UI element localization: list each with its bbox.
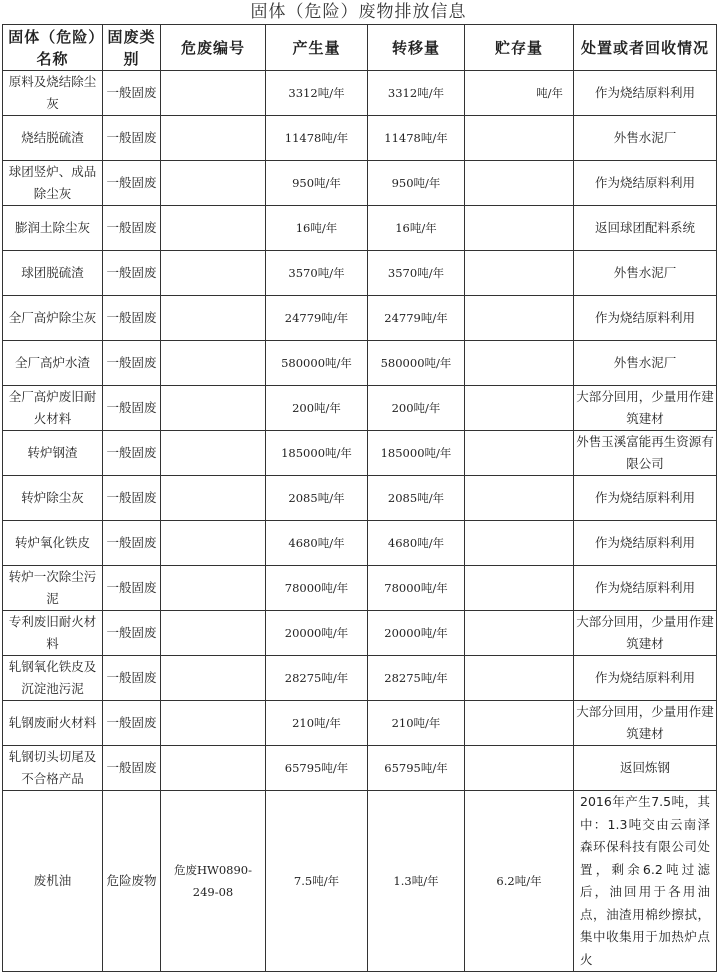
cell-produced: 210吨/年 bbox=[266, 701, 368, 746]
table-row bbox=[3, 431, 717, 476]
cell-category: 一般固废 bbox=[103, 161, 161, 206]
cell-stored bbox=[465, 116, 574, 161]
cell-category: 一般固废 bbox=[103, 206, 161, 251]
cell-name: 全厂高炉除尘灰 bbox=[3, 296, 103, 341]
cell-disposal: 大部分回用，少量用作建筑建材 bbox=[574, 386, 717, 431]
cell-name: 全厂高炉废旧耐火材料 bbox=[3, 386, 103, 431]
cell-code bbox=[161, 701, 266, 746]
header-row bbox=[3, 25, 717, 71]
cell-category: 一般固废 bbox=[103, 611, 161, 656]
cell-name: 转炉除尘灰 bbox=[3, 476, 103, 521]
cell-name: 轧钢切头切尾及不合格产品 bbox=[3, 746, 103, 791]
table-row bbox=[3, 341, 717, 386]
cell-category: 一般固废 bbox=[103, 71, 161, 116]
cell-name: 转炉氧化铁皮 bbox=[3, 521, 103, 566]
cell-stored bbox=[465, 566, 574, 611]
cell-transferred: 185000吨/年 bbox=[368, 431, 465, 476]
header-name: 固体（危险）名称 bbox=[3, 25, 103, 71]
cell-name: 转炉钢渣 bbox=[3, 431, 103, 476]
cell-category: 一般固废 bbox=[103, 296, 161, 341]
table-row bbox=[3, 71, 717, 116]
cell-produced: 78000吨/年 bbox=[266, 566, 368, 611]
table-row bbox=[3, 521, 717, 566]
cell-transferred: 2085吨/年 bbox=[368, 476, 465, 521]
cell-code: 危废HW0890-249-08 bbox=[161, 791, 266, 972]
cell-disposal: 大部分回用，少量用作建筑建材 bbox=[574, 611, 717, 656]
cell-name: 废机油 bbox=[3, 791, 103, 972]
cell-code bbox=[161, 161, 266, 206]
cell-produced: 3570吨/年 bbox=[266, 251, 368, 296]
page-title: 固体（危险）废物排放信息 bbox=[250, 2, 467, 22]
cell-name: 转炉一次除尘污泥 bbox=[3, 566, 103, 611]
table-row bbox=[3, 206, 717, 251]
cell-category: 一般固废 bbox=[103, 341, 161, 386]
cell-disposal: 作为烧结原料利用 bbox=[574, 656, 717, 701]
cell-stored bbox=[465, 161, 574, 206]
cell-code bbox=[161, 521, 266, 566]
cell-produced: 20000吨/年 bbox=[266, 611, 368, 656]
cell-produced: 580000吨/年 bbox=[266, 341, 368, 386]
cell-stored bbox=[465, 476, 574, 521]
cell-code bbox=[161, 71, 266, 116]
cell-produced: 950吨/年 bbox=[266, 161, 368, 206]
cell-category: 危险废物 bbox=[103, 791, 161, 972]
table-row bbox=[3, 161, 717, 206]
cell-name: 原料及烧结除尘灰 bbox=[3, 71, 103, 116]
cell-category: 一般固废 bbox=[103, 431, 161, 476]
cell-produced: 7.5吨/年 bbox=[266, 791, 368, 972]
cell-transferred: 4680吨/年 bbox=[368, 521, 465, 566]
header-disposal: 处置或者回收情况 bbox=[574, 25, 717, 71]
cell-transferred: 950吨/年 bbox=[368, 161, 465, 206]
cell-disposal: 2016年产生7.5吨，其中：1.3吨交由云南泽森环保科技有限公司处置，剩余6.2吨过滤后，油回用于各用油点，油渣用棉纱擦拭，集中收集用于加热炉点火 bbox=[574, 791, 717, 972]
cell-code bbox=[161, 206, 266, 251]
cell-transferred: 580000吨/年 bbox=[368, 341, 465, 386]
cell-category: 一般固废 bbox=[103, 566, 161, 611]
cell-produced: 65795吨/年 bbox=[266, 746, 368, 791]
cell-disposal: 外售水泥厂 bbox=[574, 116, 717, 161]
cell-code bbox=[161, 251, 266, 296]
table-row bbox=[3, 566, 717, 611]
cell-disposal: 返回炼钢 bbox=[574, 746, 717, 791]
cell-code bbox=[161, 611, 266, 656]
cell-stored: 吨/年 bbox=[465, 71, 574, 116]
cell-category: 一般固废 bbox=[103, 251, 161, 296]
cell-disposal: 大部分回用，少量用作建筑建材 bbox=[574, 701, 717, 746]
cell-stored bbox=[465, 386, 574, 431]
cell-produced: 200吨/年 bbox=[266, 386, 368, 431]
cell-produced: 2085吨/年 bbox=[266, 476, 368, 521]
cell-code bbox=[161, 431, 266, 476]
cell-produced: 185000吨/年 bbox=[266, 431, 368, 476]
cell-category: 一般固废 bbox=[103, 116, 161, 161]
cell-transferred: 24779吨/年 bbox=[368, 296, 465, 341]
table-row bbox=[3, 296, 717, 341]
cell-stored bbox=[465, 296, 574, 341]
cell-stored bbox=[465, 701, 574, 746]
cell-code bbox=[161, 296, 266, 341]
cell-stored bbox=[465, 206, 574, 251]
waste-table bbox=[2, 24, 717, 972]
cell-stored bbox=[465, 611, 574, 656]
cell-transferred: 3570吨/年 bbox=[368, 251, 465, 296]
cell-disposal: 返回球团配料系统 bbox=[574, 206, 717, 251]
header-transferred: 转移量 bbox=[368, 25, 465, 71]
header-stored: 贮存量 bbox=[465, 25, 574, 71]
cell-code bbox=[161, 746, 266, 791]
cell-produced: 4680吨/年 bbox=[266, 521, 368, 566]
table-row bbox=[3, 476, 717, 521]
cell-disposal: 作为烧结原料利用 bbox=[574, 161, 717, 206]
cell-disposal: 作为烧结原料利用 bbox=[574, 521, 717, 566]
cell-code bbox=[161, 341, 266, 386]
cell-produced: 16吨/年 bbox=[266, 206, 368, 251]
cell-transferred: 11478吨/年 bbox=[368, 116, 465, 161]
cell-name: 烧结脱硫渣 bbox=[3, 116, 103, 161]
cell-category: 一般固废 bbox=[103, 521, 161, 566]
table-row bbox=[3, 116, 717, 161]
cell-transferred: 210吨/年 bbox=[368, 701, 465, 746]
cell-name: 全厂高炉水渣 bbox=[3, 341, 103, 386]
cell-transferred: 16吨/年 bbox=[368, 206, 465, 251]
cell-name: 球团竖炉、成品除尘灰 bbox=[3, 161, 103, 206]
cell-category: 一般固废 bbox=[103, 656, 161, 701]
cell-stored bbox=[465, 746, 574, 791]
cell-code bbox=[161, 476, 266, 521]
cell-stored bbox=[465, 431, 574, 476]
cell-category: 一般固废 bbox=[103, 386, 161, 431]
cell-transferred: 65795吨/年 bbox=[368, 746, 465, 791]
cell-code bbox=[161, 386, 266, 431]
cell-disposal: 作为烧结原料利用 bbox=[574, 566, 717, 611]
cell-stored bbox=[465, 341, 574, 386]
table-row bbox=[3, 611, 717, 656]
cell-stored bbox=[465, 251, 574, 296]
cell-name: 轧钢废耐火材料 bbox=[3, 701, 103, 746]
cell-disposal: 作为烧结原料利用 bbox=[574, 71, 717, 116]
cell-disposal: 外售水泥厂 bbox=[574, 251, 717, 296]
cell-stored bbox=[465, 656, 574, 701]
header-produced: 产生量 bbox=[266, 25, 368, 71]
cell-stored bbox=[465, 521, 574, 566]
cell-disposal: 作为烧结原料利用 bbox=[574, 476, 717, 521]
cell-code bbox=[161, 116, 266, 161]
header-category: 固废类别 bbox=[103, 25, 161, 71]
cell-transferred: 78000吨/年 bbox=[368, 566, 465, 611]
cell-category: 一般固废 bbox=[103, 746, 161, 791]
cell-transferred: 200吨/年 bbox=[368, 386, 465, 431]
cell-stored: 6.2吨/年 bbox=[465, 791, 574, 972]
header-code: 危废编号 bbox=[161, 25, 266, 71]
cell-category: 一般固废 bbox=[103, 701, 161, 746]
cell-category: 一般固废 bbox=[103, 476, 161, 521]
cell-produced: 11478吨/年 bbox=[266, 116, 368, 161]
cell-produced: 3312吨/年 bbox=[266, 71, 368, 116]
table-row bbox=[3, 701, 717, 746]
table-row bbox=[3, 746, 717, 791]
cell-transferred: 1.3吨/年 bbox=[368, 791, 465, 972]
cell-disposal: 外售玉溪富能再生资源有限公司 bbox=[574, 431, 717, 476]
cell-disposal: 外售水泥厂 bbox=[574, 341, 717, 386]
cell-transferred: 3312吨/年 bbox=[368, 71, 465, 116]
table-row bbox=[3, 251, 717, 296]
table-row bbox=[3, 386, 717, 431]
table-row bbox=[3, 656, 717, 701]
cell-transferred: 28275吨/年 bbox=[368, 656, 465, 701]
cell-transferred: 20000吨/年 bbox=[368, 611, 465, 656]
cell-name: 专利废旧耐火材料 bbox=[3, 611, 103, 656]
cell-produced: 28275吨/年 bbox=[266, 656, 368, 701]
cell-name: 轧钢氧化铁皮及沉淀池污泥 bbox=[3, 656, 103, 701]
cell-produced: 24779吨/年 bbox=[266, 296, 368, 341]
cell-name: 膨润土除尘灰 bbox=[3, 206, 103, 251]
cell-name: 球团脱硫渣 bbox=[3, 251, 103, 296]
cell-disposal: 作为烧结原料利用 bbox=[574, 296, 717, 341]
cell-code bbox=[161, 656, 266, 701]
table-row bbox=[3, 791, 717, 972]
cell-code bbox=[161, 566, 266, 611]
